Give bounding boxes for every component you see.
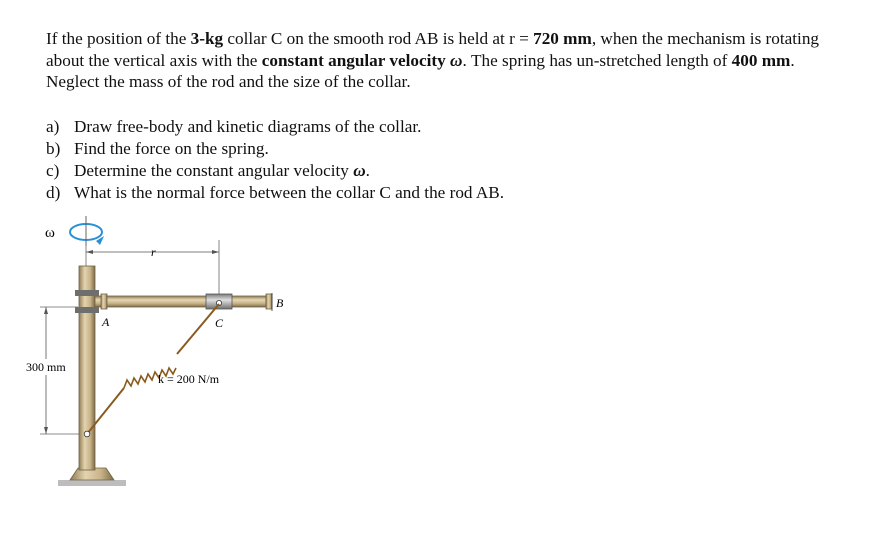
arrowhead (212, 250, 219, 254)
r-label: r (151, 245, 156, 259)
part-text: Find the force on the spring. (74, 139, 269, 158)
problem-text-4: . The spring has un-stretched length of (462, 50, 732, 70)
mechanism-figure (0, 210, 320, 536)
part-text: Determine the constant angular velocity (74, 161, 349, 180)
rod-end-stop (266, 294, 272, 309)
part-letter: c) (46, 161, 60, 180)
part-b (46, 138, 504, 160)
part-text: Draw free-body and kinetic diagrams of the collar. (74, 117, 422, 136)
part-letter: d) (46, 183, 61, 202)
collar-mass: 3-kg (190, 29, 224, 48)
radius-value: 720 mm (533, 29, 592, 48)
arrowhead (86, 250, 93, 254)
omega-label: ω (45, 225, 55, 241)
arrowhead (44, 427, 48, 434)
mechanism-diagram (0, 210, 320, 531)
height-label: 300 mm (26, 360, 66, 374)
part-a (46, 116, 504, 138)
unstretched-length: 400 mm (731, 50, 791, 70)
question-parts (46, 116, 504, 204)
label-c: C (215, 316, 224, 330)
omega-symbol: ω (450, 50, 463, 70)
part-d (46, 182, 504, 204)
problem-statement (46, 28, 846, 93)
part-text: What is the normal force between the collar C and the rod AB. (74, 183, 505, 202)
part-letter: a) (46, 117, 60, 136)
base (58, 468, 126, 486)
problem-text-2: collar C on the smooth rod AB is held at r = (223, 29, 534, 48)
rod-ab (95, 296, 266, 307)
constant-angular-velocity: constant angular velocity (261, 50, 446, 70)
arrowhead (44, 307, 48, 314)
vertical-post (79, 266, 95, 470)
problem-text-3: , when the mechanism is rotating about the vertical axis with the (46, 29, 820, 70)
part-tail: . (365, 161, 370, 180)
part-letter: b) (46, 139, 61, 158)
rotation-arrow-icon (70, 216, 104, 246)
label-b: B (276, 296, 284, 310)
problem-text-1: If the position of the (46, 29, 191, 48)
label-a: A (102, 315, 110, 329)
spring-label: k = 200 N/m (158, 372, 220, 386)
omega-symbol: ω (353, 161, 366, 180)
part-c (46, 160, 504, 182)
problem-text-5: . Neglect the mass of the rod and the size of the collar. (46, 50, 795, 91)
